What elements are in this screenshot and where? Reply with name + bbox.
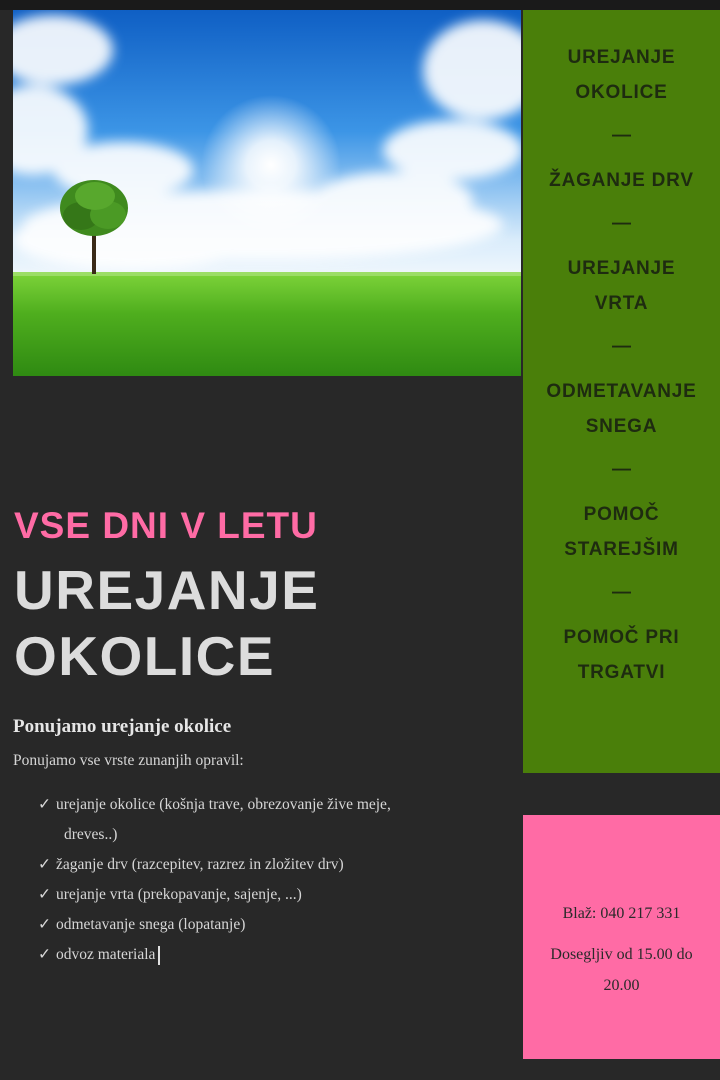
text-cursor	[158, 946, 160, 965]
list-item	[38, 790, 488, 850]
service-label: POMOČ	[583, 504, 660, 525]
service-odmetavanje-snega	[523, 374, 720, 444]
service-label: OKOLICE	[575, 82, 668, 103]
service-pomoc-starejsim	[523, 497, 720, 567]
intro-text: Ponujamo vse vrste zunanjih opravil:	[13, 752, 244, 769]
landscape-image	[13, 10, 521, 376]
top-strip	[0, 0, 720, 10]
list-item-text: žaganje drv (razcepitev, razrez in zložitev drv)	[56, 856, 344, 873]
checkmark-icon: ✓	[38, 886, 51, 903]
list-item	[38, 880, 488, 910]
page-title	[14, 557, 319, 689]
service-urejanje-vrta	[523, 251, 720, 321]
services-list	[38, 790, 488, 970]
service-label: VRTA	[594, 293, 649, 314]
service-label: UREJANJE	[567, 258, 676, 279]
tagline: VSE DNI V LETU	[14, 505, 318, 546]
service-label: ŽAGANJE DRV	[549, 170, 694, 191]
service-zaganje-drv	[523, 163, 720, 198]
list-item-text: urejanje vrta (prekopavanje, sajenje, ...)	[56, 886, 302, 903]
service-urejanje-okolice	[523, 40, 720, 110]
service-label: UREJANJE	[567, 47, 676, 68]
checkmark-icon: ✓	[38, 796, 51, 813]
checkmark-icon: ✓	[38, 916, 51, 933]
list-item-text[interactable]: odvoz materiala	[56, 946, 156, 963]
service-label: STAREJŠIM	[564, 539, 679, 560]
separator: —	[612, 336, 631, 357]
title-line: OKOLICE	[14, 625, 276, 687]
checkmark-icon: ✓	[38, 856, 51, 873]
contact-box	[523, 815, 720, 1059]
separator: —	[612, 213, 631, 234]
service-label: TRGATVI	[577, 662, 666, 683]
hero-image	[13, 10, 521, 376]
service-label: POMOČ PRI	[563, 627, 680, 648]
separator: —	[612, 125, 631, 146]
list-item	[38, 910, 488, 940]
separator: —	[612, 582, 631, 603]
list-item-text: urejanje okolice (košnja trave, obrezovanje žive meje,	[56, 796, 391, 813]
contact-availability: Dosegljiv od 15.00 do 20.00	[550, 946, 693, 994]
service-label: ODMETAVANJE	[546, 381, 697, 402]
list-item[interactable]	[38, 940, 488, 970]
service-pomoc-pri-trgatvi	[523, 620, 720, 690]
section-heading: Ponujamo urejanje okolice	[13, 716, 232, 737]
separator: —	[612, 459, 631, 480]
list-item-text: odmetavanje snega (lopatanje)	[56, 916, 246, 933]
title-line: UREJANJE	[14, 559, 320, 621]
list-item-continuation: dreves..)	[64, 826, 118, 843]
checkmark-icon: ✓	[38, 946, 51, 963]
services-sidebar	[523, 10, 720, 773]
service-label: SNEGA	[585, 416, 658, 437]
list-item	[38, 850, 488, 880]
contact-phone: Blaž: 040 217 331	[562, 905, 681, 922]
